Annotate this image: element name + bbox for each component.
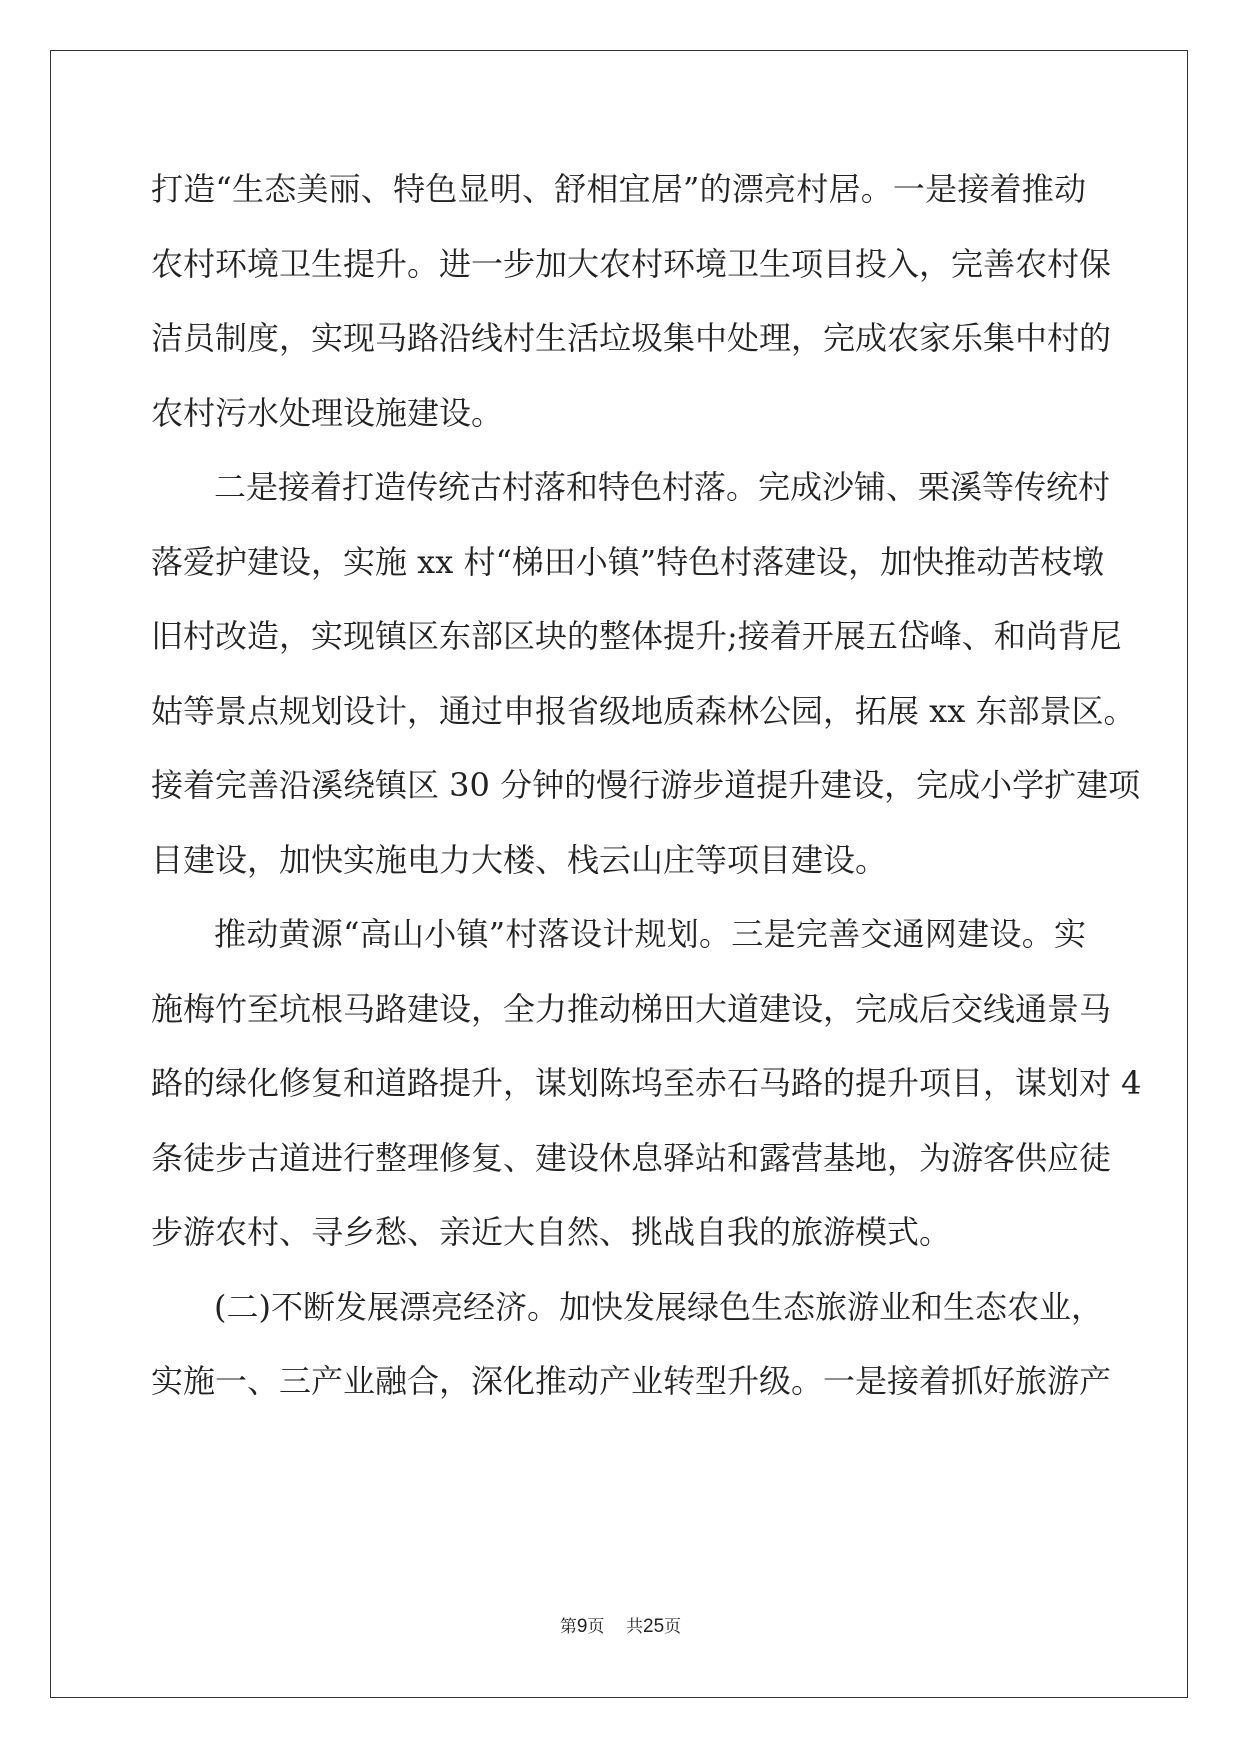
total-pages: 25	[643, 1616, 665, 1637]
text-line: 路的绿化修复和道路提升，谋划陈坞至赤石马路的提升项目，谋划对 4	[151, 1064, 1142, 1102]
text-line: 旧村改造，实现镇区东部区块的整体提升;接着开展五岱峰、和尚背尼	[151, 617, 1122, 655]
text-line: 实施一、三产业融合，深化推动产业转型升级。一是接着抓好旅游产	[151, 1362, 1112, 1400]
footer-page-suffix: 页	[587, 1617, 605, 1637]
text-line: 姑等景点规划设计，通过申报省级地质森林公园，拓展 xx 东部景区。	[151, 691, 1136, 730]
text-line: 农村环境卫生提升。进一步加大农村环境卫生项目投入，完善农村保	[151, 244, 1112, 283]
text-line: 推动黄源“高山小镇”村落设计规划。三是完善交通网建设。实	[214, 915, 1086, 953]
text-line: 洁员制度，实现马路沿线村生活垃圾集中处理，完成农家乐集中村的	[151, 319, 1112, 357]
text-line: 二是接着打造传统古村落和特色村落。完成沙铺、栗溪等传统村	[214, 468, 1111, 506]
footer-total-prefix: 共	[626, 1617, 644, 1637]
page-number: 9	[576, 1616, 588, 1637]
text-line: 施梅竹至坑根马路建设，全力推动梯田大道建设，完成后交线通景马	[151, 989, 1112, 1028]
page-footer	[0, 1612, 1241, 1638]
footer-prefix: 第	[559, 1617, 577, 1637]
text-line: 打造“生态美丽、特色显明、舒相宜居”的漂亮村居。一是接着推动	[151, 170, 1086, 208]
text-line: 农村污水处理设施建设。	[151, 393, 504, 432]
text-line: 目建设，加快实施电力大楼、栈云山庄等项目建设。	[151, 840, 888, 879]
text-line: 落爱护建设，实施 xx 村“梯田小镇”特色村落建设，加快推动苦枝墩	[151, 542, 1105, 581]
text-line: 步游农村、寻乡愁、亲近大自然、挑战自我的旅游模式。	[151, 1213, 952, 1251]
text-line: 条徒步古道进行整理修复、建设休息驿站和露营基地，为游客供应徒	[151, 1138, 1112, 1177]
document-body	[151, 168, 1142, 1435]
footer-total-suffix: 页	[664, 1617, 682, 1637]
text-line: 接着完善沿溪绕镇区 30 分钟的慢行游步道提升建设，完成小学扩建项	[151, 766, 1141, 804]
text-line: (二)不断发展漂亮经济。加快发展绿色生态旅游业和生态农业，	[214, 1287, 1103, 1326]
